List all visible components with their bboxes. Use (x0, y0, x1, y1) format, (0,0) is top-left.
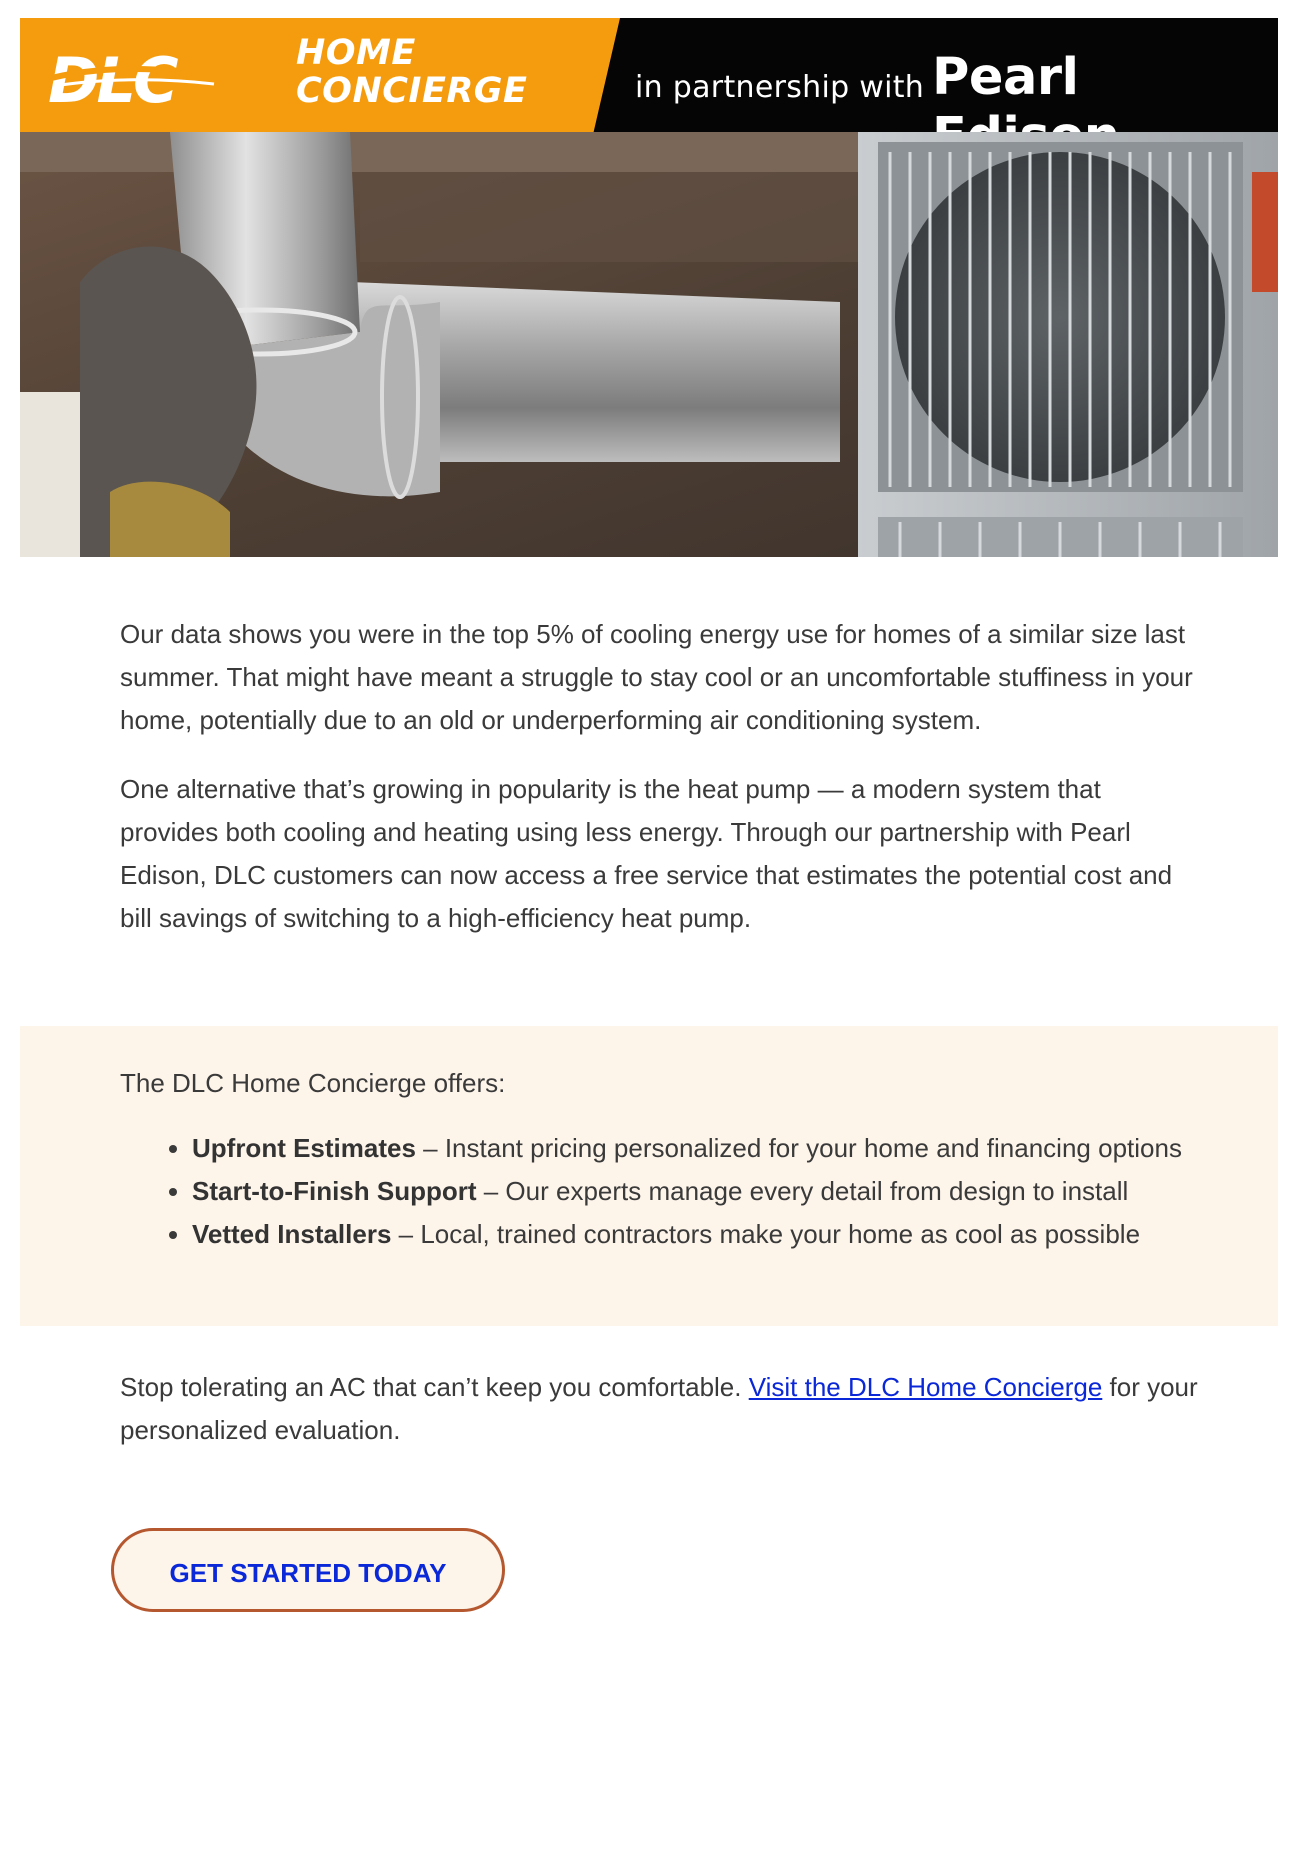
hero-image (20, 132, 1278, 557)
offer-text: – Instant pricing personalized for your home and financing options (415, 1133, 1182, 1163)
intro-section (20, 557, 1278, 940)
get-started-button[interactable]: GET STARTED TODAY (111, 1528, 505, 1612)
cta-container (20, 1452, 1278, 1612)
home-concierge-link[interactable]: Visit the DLC Home Concierge (748, 1372, 1103, 1402)
intro-paragraph-2: One alternative that’s growing in popularity is the heat pump — a modern system that provides both cooling and heating using less energy. Through our partnership with Pearl Edison, DLC customers can now access a free service that estimates the potential cost and bill savings of switching to a high-efficiency heat pump. (120, 774, 1173, 933)
pearl-edison-logo[interactable]: Pearl (932, 48, 1079, 107)
dlc-logo-text: DLC (48, 44, 176, 117)
closing-text-before: Stop tolerating an AC that can’t keep you comfortable. (120, 1372, 749, 1402)
closing-paragraph (120, 1366, 1198, 1452)
offer-title: Upfront Estimates (192, 1133, 416, 1163)
offers-list (120, 1127, 1198, 1256)
offer-title: Vetted Installers (192, 1219, 392, 1249)
closing-section (20, 1326, 1278, 1452)
offers-section (20, 1026, 1278, 1326)
closing-text-after: for your personalized evaluation. (120, 1372, 1198, 1445)
email-container (20, 18, 1278, 1612)
hvac-photo-icon (20, 132, 1278, 557)
concierge-line-1: HOME (296, 33, 416, 73)
offer-item-upfront-estimates (192, 1127, 1198, 1170)
offer-title: Start-to-Finish Support (192, 1176, 477, 1206)
header-banner (20, 18, 1278, 132)
intro-paragraph-1: Our data shows you were in the top 5% of cooling energy use for homes of a similar size last summer. That might have meant a struggle to stay cool or an uncomfortable stuffiness in your home, potentially due to an old or underperforming air conditioning system. (120, 619, 1193, 735)
offer-item-vetted-installers (192, 1213, 1198, 1256)
concierge-line-2: CONCIERGE (296, 71, 528, 111)
offer-text: – Local, trained contractors make your home as cool as possible (391, 1219, 1141, 1249)
offer-item-support (192, 1170, 1198, 1213)
offer-text: – Our experts manage every detail from design to install (476, 1176, 1129, 1206)
dlc-logo-icon[interactable] (44, 36, 224, 116)
offers-heading: The DLC Home Concierge offers: (120, 1068, 506, 1098)
partnership-text: in partnership with (635, 70, 925, 105)
home-concierge-wordmark (296, 34, 527, 110)
